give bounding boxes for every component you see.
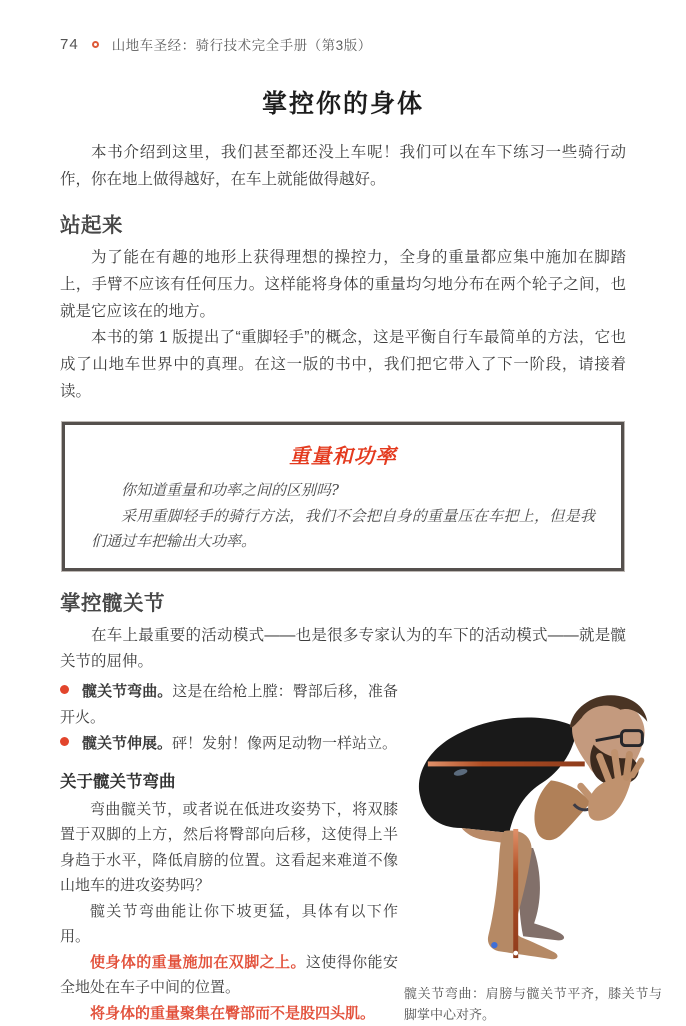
subsection-heading-about-hip-flexion: 关于髋关节弯曲 xyxy=(60,772,176,791)
bullet-hip-flexion xyxy=(60,679,398,730)
section-heading-hip-control: 掌控髋关节 xyxy=(60,591,165,615)
orange-highlight-text: 使身体的重量施加在双脚之上。 xyxy=(90,953,306,971)
bullet-hip-extension xyxy=(60,731,398,757)
figure-caption: 髋关节弯曲：肩膀与髋关节平齐，膝关节与脚掌中心对齐。 xyxy=(404,986,662,1022)
hip-sub-paragraph-3 xyxy=(60,950,398,1001)
stand-up-paragraph-2: 本书的第 1 版提出了“重脚轻手”的概念，这是平衡自行车最简单的方法，它也成了山地车世界中的真理。在这一版的书中，我们把它带入了下一阶段，请接着读。 xyxy=(60,329,626,400)
hip-sub-paragraph-2: 髋关节弯曲能让你下坡更猛，具体有以下作用。 xyxy=(60,902,398,946)
ring-bullet-icon xyxy=(92,41,99,48)
left-text-column xyxy=(60,678,398,1026)
right-figure-column xyxy=(404,678,686,1026)
stand-up-paragraph-1: 为了能在有趣的地形上获得理想的操控力，全身的重量都应集中施加在脚踏上，手臂不应该有任何压力。这样能将身体的重量均匀地分布在两个轮子之间，也就是它应该在的地方。 xyxy=(60,249,626,320)
running-head xyxy=(60,34,626,54)
chapter-title: 掌控你的身体 xyxy=(261,90,424,118)
hip-hinge-photo xyxy=(404,680,686,1026)
intro-paragraph: 本书介绍到这里，我们甚至都还没上车呢！我们可以在车下练习一些骑行动作，你在地上做得越好，在车上就能做得越好。 xyxy=(60,144,626,188)
orange-highlight-text: 将身体的重量聚集在臀部而不是股四头肌。 xyxy=(90,1004,376,1022)
callout-paragraph-1: 你知道重量和功率之间的区别吗? xyxy=(121,481,340,500)
hip-sub-paragraph-1: 弯曲髋关节，或者说在低进攻姿势下，将双膝置于双脚的上方，然后将臀部向后移，这使得上半身趋于水平，降低肩膀的位置。这看起来难道不像山地车的进攻姿势吗？ xyxy=(60,800,398,895)
weight-power-callout-box xyxy=(62,422,624,571)
bullet-bold-label: 髋关节伸展。 xyxy=(82,735,173,753)
callout-paragraph-2: 采用重脚轻手的骑行方法，我们不会把自身的重量压在车把上，但是我们通过车把输出大功率。 xyxy=(91,506,595,551)
paragraph-text: 这使得你能安全地处在车子中间的位置。 xyxy=(60,953,398,997)
bullet-dot-icon xyxy=(60,685,69,694)
bullet-bold-label: 髋关节弯曲。 xyxy=(82,683,173,701)
bullet-text: 这是在给枪上膛：臀部后移，准备开火。 xyxy=(60,683,398,726)
bullet-text: 砰！发射！像两足动物一样站立。 xyxy=(172,735,398,753)
person-hip-hinge-illustration xyxy=(404,680,686,972)
page-number: 74 xyxy=(60,35,79,53)
section-heading-stand-up: 站起来 xyxy=(60,214,123,238)
callout-title: 重量和功率 xyxy=(289,444,397,469)
hip-intro-paragraph: 在车上最重要的活动模式——也是很多专家认为的车下的活动模式——就是髋关节的屈伸。 xyxy=(60,626,626,671)
book-title: 山地车圣经：骑行技术完全手册（第3版） xyxy=(111,38,372,53)
bullet-dot-icon xyxy=(60,737,69,746)
text-figure-columns xyxy=(60,678,662,1026)
hip-sub-paragraph-4 xyxy=(60,1001,398,1026)
